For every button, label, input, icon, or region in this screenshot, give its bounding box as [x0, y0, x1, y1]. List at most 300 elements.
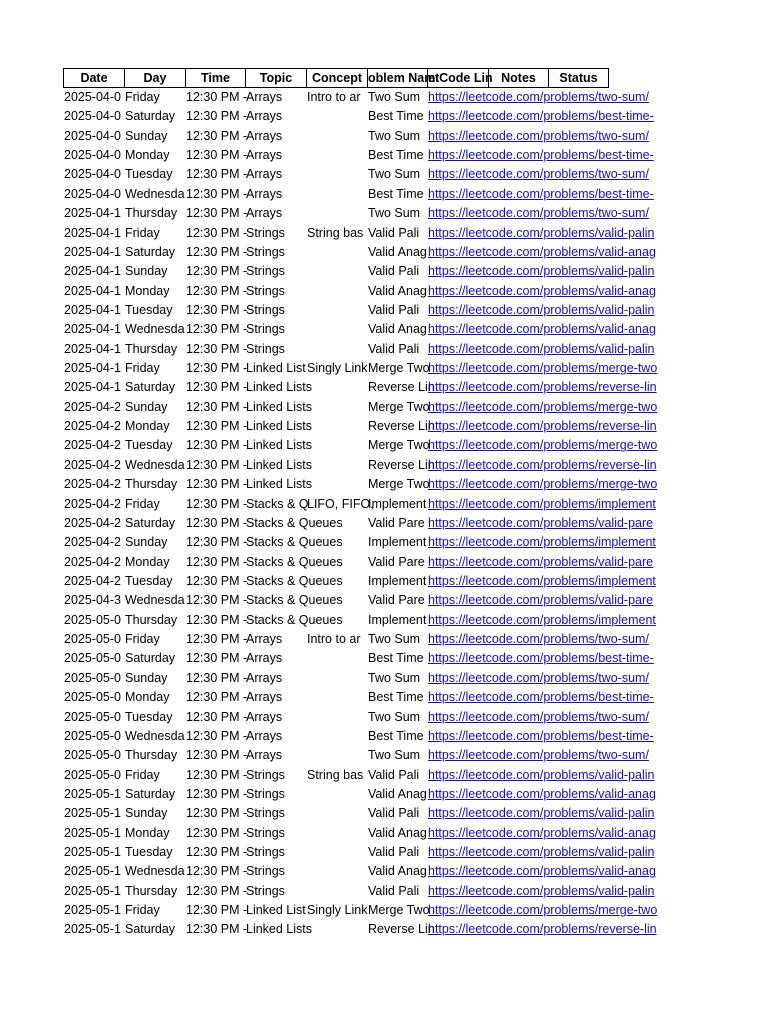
- link-cell[interactable]: https://leetcode.com/problems/two-sum/: [428, 128, 649, 143]
- header-notes[interactable]: Notes: [488, 68, 549, 88]
- table-row: [63, 204, 669, 223]
- problem-name-cell: Reverse Lin: [368, 457, 435, 472]
- date-cell: 2025-05-0: [64, 690, 121, 705]
- problem-name-cell: Merge Two: [368, 399, 430, 414]
- problem-name-cell: Two Sum: [368, 748, 421, 763]
- link-cell[interactable]: https://leetcode.com/problems/valid-palin: [428, 845, 655, 860]
- date-cell: 2025-04-1: [64, 264, 121, 279]
- header-topic[interactable]: Topic: [245, 68, 307, 88]
- link-cell[interactable]: https://leetcode.com/problems/best-time-: [428, 148, 654, 163]
- table-row: [63, 727, 669, 746]
- concept-cell: [306, 843, 367, 862]
- day-cell: Saturday: [125, 244, 176, 259]
- topic-cell: Strings: [246, 283, 285, 298]
- time-cell: 12:30 PM -: [186, 786, 248, 801]
- link-cell[interactable]: https://leetcode.com/problems/merge-two: [428, 903, 658, 918]
- table-row: [63, 301, 669, 320]
- day-cell: Friday: [125, 632, 160, 647]
- problem-name-cell: Valid Pali: [368, 767, 420, 782]
- link-cell[interactable]: https://leetcode.com/problems/reverse-lin: [428, 922, 657, 937]
- link-cell[interactable]: https://leetcode.com/problems/two-sum/: [428, 670, 649, 685]
- problem-name-cell: Implement: [368, 573, 427, 588]
- topic-cell: Linked Lists: [246, 380, 313, 395]
- table-row: [63, 882, 669, 901]
- concept-cell: Singly Link: [307, 361, 368, 376]
- date-cell: 2025-04-3: [64, 593, 121, 608]
- time-cell: 12:30 PM -: [186, 903, 248, 918]
- topic-cell: Linked Lists: [246, 477, 313, 492]
- concept-cell: [306, 746, 367, 765]
- date-cell: 2025-04-0: [64, 148, 121, 163]
- topic-cell: Strings: [246, 244, 285, 259]
- time-cell: 12:30 PM -: [186, 612, 248, 627]
- problem-name-cell: Two Sum: [368, 128, 421, 143]
- time-cell: 12:30 PM -: [186, 709, 248, 724]
- time-cell: 12:30 PM -: [186, 515, 248, 530]
- link-cell[interactable]: https://leetcode.com/problems/two-sum/: [428, 90, 649, 104]
- date-cell: 2025-05-1: [64, 922, 121, 937]
- concept-cell: [306, 165, 367, 184]
- day-cell: Friday: [125, 903, 160, 918]
- link-cell[interactable]: https://leetcode.com/problems/reverse-lin: [428, 457, 657, 472]
- date-cell: 2025-04-2: [64, 515, 121, 530]
- day-cell: Sunday: [125, 128, 168, 143]
- concept-cell: [306, 804, 367, 823]
- table-row: [63, 456, 669, 475]
- header-date[interactable]: Date: [63, 68, 125, 88]
- date-cell: 2025-05-0: [64, 612, 121, 627]
- concept-cell: [306, 436, 367, 455]
- topic-cell: Arrays: [246, 728, 283, 743]
- concept-cell: [306, 688, 367, 707]
- link-cell[interactable]: https://leetcode.com/problems/merge-two: [428, 361, 658, 376]
- concept-cell: String bas: [307, 225, 364, 240]
- time-cell: 12:30 PM -: [186, 825, 248, 840]
- time-cell: 12:30 PM -: [186, 361, 248, 376]
- concept-cell: String bas: [307, 767, 364, 782]
- topic-cell: Arrays: [246, 90, 283, 104]
- link-cell[interactable]: https://leetcode.com/problems/merge-two: [428, 477, 658, 492]
- link-cell[interactable]: https://leetcode.com/problems/valid-anag: [428, 283, 656, 298]
- link-cell[interactable]: https://leetcode.com/problems/merge-two: [428, 399, 658, 414]
- problem-name-cell: Valid Anag: [368, 244, 427, 259]
- concept-cell: [306, 146, 367, 165]
- problem-name-cell: Implement: [368, 496, 427, 511]
- time-cell: 12:30 PM -: [186, 322, 248, 337]
- day-cell: Tuesday: [125, 845, 173, 860]
- problem-name-cell: Reverse Lin: [368, 419, 435, 434]
- link-cell[interactable]: https://leetcode.com/problems/valid-palin: [428, 264, 655, 279]
- date-cell: 2025-04-1: [64, 380, 121, 395]
- table-row: [63, 320, 669, 339]
- table-row: [63, 901, 669, 920]
- day-cell: Thursday: [125, 883, 178, 898]
- concept-cell: [306, 107, 367, 126]
- table-row: [63, 862, 669, 881]
- table-row: [63, 572, 669, 591]
- link-cell[interactable]: https://leetcode.com/problems/valid-pare: [428, 593, 654, 608]
- day-cell: Thursday: [125, 748, 178, 763]
- concept-cell: [306, 533, 367, 552]
- concept-cell: [306, 378, 367, 397]
- time-cell: 12:30 PM -: [186, 922, 248, 937]
- topic-cell: Stacks & Queues: [246, 554, 343, 569]
- time-cell: 12:30 PM -: [186, 593, 248, 608]
- link-cell[interactable]: https://leetcode.com/problems/valid-palin: [428, 225, 655, 240]
- time-cell: 12:30 PM -: [186, 380, 248, 395]
- day-cell: Friday: [125, 361, 160, 376]
- day-cell: Tuesday: [125, 573, 173, 588]
- topic-cell: Linked Lists: [246, 922, 313, 937]
- link-cell[interactable]: https://leetcode.com/problems/valid-anag: [428, 786, 656, 801]
- table-row: [63, 824, 669, 843]
- problem-name-cell: Two Sum: [368, 206, 421, 221]
- time-cell: 12:30 PM -: [186, 806, 248, 821]
- link-cell[interactable]: https://leetcode.com/problems/valid-palin: [428, 341, 655, 356]
- link-cell[interactable]: https://leetcode.com/problems/reverse-lin: [428, 419, 657, 434]
- problem-name-cell: Valid Pali: [368, 264, 420, 279]
- problem-name-cell: Valid Anag: [368, 864, 427, 879]
- header-day[interactable]: Day: [124, 68, 186, 88]
- topic-cell: Strings: [246, 322, 285, 337]
- problem-name-cell: Best Time: [368, 109, 424, 124]
- problem-name-cell: Merge Two: [368, 361, 430, 376]
- time-cell: 12:30 PM -: [186, 845, 248, 860]
- problem-name-cell: Merge Two: [368, 903, 430, 918]
- time-cell: 12:30 PM -: [186, 109, 248, 124]
- problem-name-cell: Valid Anag: [368, 786, 427, 801]
- time-cell: 12:30 PM -: [186, 419, 248, 434]
- date-cell: 2025-05-0: [64, 670, 121, 685]
- table-row: [63, 107, 669, 126]
- date-cell: 2025-04-1: [64, 302, 121, 317]
- date-cell: 2025-04-2: [64, 554, 121, 569]
- link-cell[interactable]: https://leetcode.com/problems/best-time-: [428, 690, 654, 705]
- problem-name-cell: Merge Two: [368, 438, 430, 453]
- topic-cell: Arrays: [246, 651, 283, 666]
- topic-cell: Stacks & Queues: [246, 515, 343, 530]
- table-row: [63, 282, 669, 301]
- link-cell[interactable]: https://leetcode.com/problems/valid-palin: [428, 767, 655, 782]
- problem-name-cell: Valid Pare: [368, 515, 425, 530]
- concept-cell: [306, 340, 367, 359]
- time-cell: 12:30 PM -: [186, 690, 248, 705]
- link-cell[interactable]: https://leetcode.com/problems/valid-pare: [428, 515, 654, 530]
- concept-cell: [306, 785, 367, 804]
- topic-cell: Strings: [246, 767, 285, 782]
- time-cell: 12:30 PM -: [186, 148, 248, 163]
- concept-cell: [306, 475, 367, 494]
- time-cell: 12:30 PM -: [186, 206, 248, 221]
- concept-cell: LIFO, FIFO,: [307, 496, 374, 511]
- problem-name-cell: Reverse Lin: [368, 380, 435, 395]
- table-row: [63, 708, 669, 727]
- date-cell: 2025-04-1: [64, 283, 121, 298]
- link-cell[interactable]: https://leetcode.com/problems/implement: [428, 573, 656, 588]
- topic-cell: Arrays: [246, 690, 283, 705]
- link-cell[interactable]: https://leetcode.com/problems/best-time-: [428, 728, 654, 743]
- time-cell: 12:30 PM -: [186, 496, 248, 511]
- table-body: [63, 88, 669, 940]
- concept-cell: Intro to ar: [307, 90, 361, 104]
- time-cell: 12:30 PM -: [186, 728, 248, 743]
- header-time[interactable]: Time: [185, 68, 246, 88]
- date-cell: 2025-04-0: [64, 128, 121, 143]
- link-cell[interactable]: https://leetcode.com/problems/two-sum/: [428, 748, 649, 763]
- date-cell: 2025-05-1: [64, 903, 121, 918]
- table-row: [63, 495, 669, 514]
- topic-cell: Arrays: [246, 109, 283, 124]
- link-cell[interactable]: https://leetcode.com/problems/two-sum/: [428, 206, 649, 221]
- link-cell[interactable]: https://leetcode.com/problems/merge-two: [428, 438, 658, 453]
- concept-cell: [306, 862, 367, 881]
- date-cell: 2025-04-2: [64, 573, 121, 588]
- topic-cell: Strings: [246, 341, 285, 356]
- topic-cell: Linked Lists: [246, 457, 313, 472]
- link-cell[interactable]: https://leetcode.com/problems/two-sum/: [428, 632, 649, 647]
- topic-cell: Strings: [246, 845, 285, 860]
- table-row: [63, 243, 669, 262]
- date-cell: 2025-05-0: [64, 748, 121, 763]
- table-row: [63, 146, 669, 165]
- topic-cell: Stacks & Queues: [246, 612, 343, 627]
- concept-cell: [306, 127, 367, 146]
- topic-cell: Linked List: [246, 903, 306, 918]
- problem-name-cell: Two Sum: [368, 670, 421, 685]
- day-cell: Wednesda: [125, 322, 185, 337]
- topic-cell: Strings: [246, 806, 285, 821]
- table-row: [63, 340, 669, 359]
- problem-name-cell: Reverse Lin: [368, 922, 435, 937]
- date-cell: 2025-05-0: [64, 767, 121, 782]
- table-row: [63, 262, 669, 281]
- problem-name-cell: Best Time: [368, 651, 424, 666]
- link-cell[interactable]: https://leetcode.com/problems/valid-palin: [428, 806, 655, 821]
- concept-cell: [306, 185, 367, 204]
- table-row: [63, 378, 669, 397]
- concept-cell: Intro to ar: [307, 632, 361, 647]
- day-cell: Saturday: [125, 515, 176, 530]
- concept-cell: [306, 824, 367, 843]
- date-cell: 2025-04-2: [64, 457, 121, 472]
- date-cell: 2025-05-0: [64, 728, 121, 743]
- table-row: [63, 920, 669, 939]
- day-cell: Saturday: [125, 651, 176, 666]
- day-cell: Friday: [125, 90, 160, 104]
- day-cell: Monday: [125, 690, 170, 705]
- problem-name-cell: Valid Pali: [368, 341, 420, 356]
- problem-name-cell: Two Sum: [368, 709, 421, 724]
- table-row: [63, 630, 669, 649]
- date-cell: 2025-05-1: [64, 825, 121, 840]
- problem-name-cell: Merge Two: [368, 477, 430, 492]
- concept-cell: [306, 553, 367, 572]
- date-cell: 2025-04-2: [64, 399, 121, 414]
- day-cell: Thursday: [125, 477, 178, 492]
- topic-cell: Linked Lists: [246, 399, 313, 414]
- concept-cell: [306, 611, 367, 630]
- time-cell: 12:30 PM -: [186, 186, 248, 201]
- problem-name-cell: Two Sum: [368, 90, 421, 104]
- table-row: [63, 417, 669, 436]
- link-cell[interactable]: https://leetcode.com/problems/best-time-: [428, 186, 654, 201]
- concept-cell: [306, 649, 367, 668]
- problem-name-cell: Best Time: [368, 690, 424, 705]
- link-cell[interactable]: https://leetcode.com/problems/valid-palin: [428, 883, 655, 898]
- time-cell: 12:30 PM -: [186, 632, 248, 647]
- header-row: [63, 68, 669, 88]
- link-cell[interactable]: https://leetcode.com/problems/implement: [428, 535, 656, 550]
- link-cell[interactable]: https://leetcode.com/problems/valid-pare: [428, 554, 654, 569]
- day-cell: Tuesday: [125, 438, 173, 453]
- date-cell: 2025-05-0: [64, 632, 121, 647]
- topic-cell: Strings: [246, 264, 285, 279]
- link-cell[interactable]: https://leetcode.com/problems/reverse-lin: [428, 380, 657, 395]
- day-cell: Tuesday: [125, 167, 173, 182]
- problem-name-cell: Valid Pali: [368, 302, 420, 317]
- link-cell[interactable]: https://leetcode.com/problems/best-time-: [428, 651, 654, 666]
- table-row: [63, 436, 669, 455]
- concept-cell: [306, 591, 367, 610]
- day-cell: Thursday: [125, 206, 178, 221]
- link-cell[interactable]: https://leetcode.com/problems/valid-anag: [428, 322, 656, 337]
- time-cell: 12:30 PM -: [186, 399, 248, 414]
- date-cell: 2025-04-2: [64, 438, 121, 453]
- concept-cell: [306, 262, 367, 281]
- time-cell: 12:30 PM -: [186, 302, 248, 317]
- problem-name-cell: Valid Pali: [368, 225, 420, 240]
- date-cell: 2025-04-1: [64, 322, 121, 337]
- time-cell: 12:30 PM -: [186, 535, 248, 550]
- table-row: [63, 224, 669, 243]
- problem-name-cell: Valid Anag: [368, 825, 427, 840]
- problem-name-cell: Valid Pali: [368, 845, 420, 860]
- problem-name-cell: Valid Pali: [368, 883, 420, 898]
- link-cell[interactable]: https://leetcode.com/problems/implement: [428, 612, 656, 627]
- concept-cell: [306, 243, 367, 262]
- concept-cell: [306, 398, 367, 417]
- topic-cell: Stacks & Queues: [246, 593, 343, 608]
- table-row: [63, 359, 669, 378]
- problem-name-cell: Two Sum: [368, 632, 421, 647]
- date-cell: 2025-04-0: [64, 167, 121, 182]
- time-cell: 12:30 PM -: [186, 438, 248, 453]
- day-cell: Saturday: [125, 786, 176, 801]
- link-cell[interactable]: https://leetcode.com/problems/best-time-: [428, 109, 654, 124]
- day-cell: Wednesda: [125, 593, 185, 608]
- time-cell: 12:30 PM -: [186, 554, 248, 569]
- topic-cell: Strings: [246, 864, 285, 879]
- header-concept[interactable]: Concept: [306, 68, 368, 88]
- date-cell: 2025-05-1: [64, 786, 121, 801]
- problem-name-cell: Best Time: [368, 728, 424, 743]
- link-cell[interactable]: https://leetcode.com/problems/implement: [428, 496, 656, 511]
- table-row: [63, 514, 669, 533]
- date-cell: 2025-04-0: [64, 90, 121, 104]
- problem-name-cell: Valid Pare: [368, 593, 425, 608]
- header-leetcode-link[interactable]: etCode Lin: [427, 68, 489, 88]
- problem-name-cell: Implement: [368, 612, 427, 627]
- time-cell: 12:30 PM -: [186, 167, 248, 182]
- topic-cell: Arrays: [246, 148, 283, 163]
- day-cell: Wednesda: [125, 457, 185, 472]
- link-cell[interactable]: https://leetcode.com/problems/two-sum/: [428, 709, 649, 724]
- concept-cell: [306, 669, 367, 688]
- table-row: [63, 766, 669, 785]
- problem-name-cell: Two Sum: [368, 167, 421, 182]
- date-cell: 2025-05-0: [64, 651, 121, 666]
- day-cell: Monday: [125, 419, 170, 434]
- link-cell[interactable]: https://leetcode.com/problems/valid-anag: [428, 825, 656, 840]
- topic-cell: Strings: [246, 302, 285, 317]
- spreadsheet: [63, 68, 669, 940]
- topic-cell: Stacks & Q: [246, 496, 309, 511]
- day-cell: Sunday: [125, 535, 168, 550]
- header-status[interactable]: Status: [548, 68, 609, 88]
- header-problem-name[interactable]: oblem Nam: [367, 68, 428, 88]
- table-row: [63, 746, 669, 765]
- day-cell: Sunday: [125, 806, 168, 821]
- topic-cell: Strings: [246, 225, 285, 240]
- link-cell[interactable]: https://leetcode.com/problems/two-sum/: [428, 167, 649, 182]
- date-cell: 2025-05-1: [64, 845, 121, 860]
- time-cell: 12:30 PM -: [186, 864, 248, 879]
- topic-cell: Linked Lists: [246, 419, 313, 434]
- link-cell[interactable]: https://leetcode.com/problems/valid-anag: [428, 244, 656, 259]
- problem-name-cell: Best Time: [368, 186, 424, 201]
- date-cell: 2025-04-1: [64, 341, 121, 356]
- concept-cell: [306, 301, 367, 320]
- date-cell: 2025-04-1: [64, 361, 121, 376]
- table-row: [63, 475, 669, 494]
- time-cell: 12:30 PM -: [186, 573, 248, 588]
- table-row: [63, 611, 669, 630]
- table-row: [63, 843, 669, 862]
- concept-cell: [306, 204, 367, 223]
- topic-cell: Linked Lists: [246, 438, 313, 453]
- date-cell: 2025-05-1: [64, 806, 121, 821]
- date-cell: 2025-04-0: [64, 109, 121, 124]
- table-row: [63, 688, 669, 707]
- day-cell: Friday: [125, 225, 160, 240]
- day-cell: Saturday: [125, 109, 176, 124]
- day-cell: Sunday: [125, 264, 168, 279]
- time-cell: 12:30 PM -: [186, 264, 248, 279]
- concept-cell: [306, 882, 367, 901]
- topic-cell: Strings: [246, 786, 285, 801]
- date-cell: 2025-04-1: [64, 244, 121, 259]
- table-row: [63, 533, 669, 552]
- concept-cell: [306, 282, 367, 301]
- date-cell: 2025-04-1: [64, 225, 121, 240]
- day-cell: Sunday: [125, 670, 168, 685]
- day-cell: Friday: [125, 767, 160, 782]
- date-cell: 2025-04-1: [64, 206, 121, 221]
- day-cell: Tuesday: [125, 302, 173, 317]
- link-cell[interactable]: https://leetcode.com/problems/valid-anag: [428, 864, 656, 879]
- concept-cell: [306, 572, 367, 591]
- concept-cell: [306, 920, 367, 939]
- date-cell: 2025-04-2: [64, 535, 121, 550]
- link-cell[interactable]: https://leetcode.com/problems/valid-palin: [428, 302, 655, 317]
- day-cell: Saturday: [125, 922, 176, 937]
- date-cell: 2025-05-1: [64, 883, 121, 898]
- time-cell: 12:30 PM -: [186, 883, 248, 898]
- date-cell: 2025-04-2: [64, 496, 121, 511]
- topic-cell: Arrays: [246, 632, 283, 647]
- day-cell: Monday: [125, 825, 170, 840]
- day-cell: Wednesda: [125, 864, 185, 879]
